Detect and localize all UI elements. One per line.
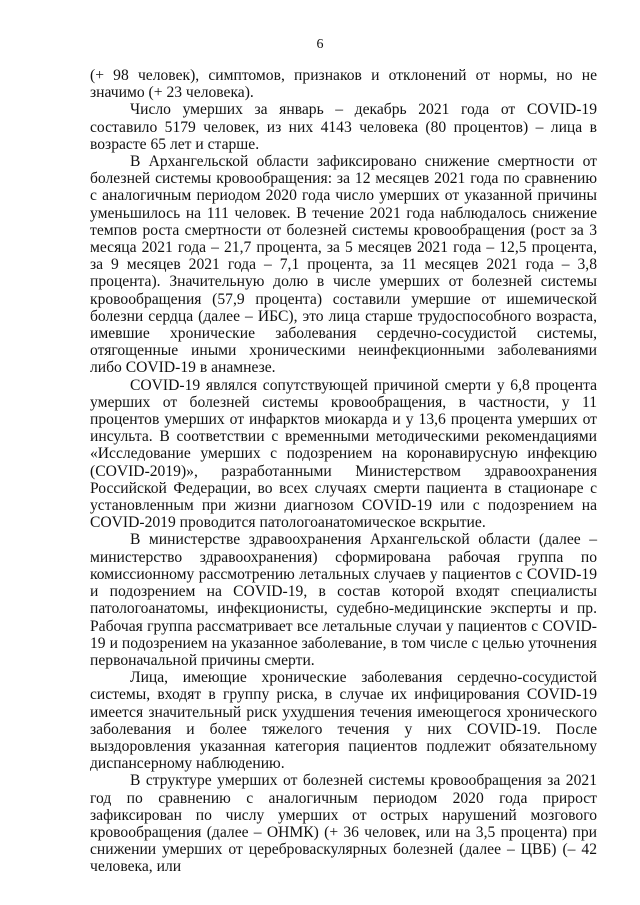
document-body bbox=[90, 67, 597, 876]
page-number: 6 bbox=[316, 37, 324, 52]
paragraph-circulatory-mortality: В Архангельской области зафиксировано снижение смертности от болезней системы кровообращения: за 12 месяцев 2021 года по сравнению с аналогичным периодом 2020 года число умерших от указанной причины уменьшилось на 111 человек. В течение 2021 года наблюдалось снижение темпов роста смертности от болезней системы кровообращения (рост за 3 месяца 2021 года – 21,7 процента, за 5 месяцев 2021 года – 12,5 процента, за 9 месяцев 2021 года – 7,1 процента, за 11 месяцев 2021 года – 3,8 процента). Значительную долю в числе умерших от болезней системы кровообращения (57,9 процента) составили умершие от ишемической болезни сердца (далее – ИБС), это лица старше трудоспособного возраста, имевшие хронические заболевания сердечно-сосудистой системы, отягощенные иными хроническими неинфекционными заболеваниями либо COVID-19 в анамнезе. bbox=[90, 153, 597, 377]
paragraph-working-group: В министерстве здравоохранения Архангельской области (далее – министерство здравоохранения) сформирована рабочая группа по комиссионному рассмотрению летальных случаев у пациентов с COVID-19 и подозрением на COVID-19, в состав которой входят специалисты патологоанатомы, инфекционисты, судебно-медицинские эксперты и пр. Рабочая группа рассматривает все летальные случаи у пациентов с COVID-19 и подозрением на указанное заболевание, в том числе с целью уточнения первоначальной причины смерти. bbox=[90, 531, 597, 669]
paragraph-structure-of-deaths: В структуре умерших от болезней системы кровообращения за 2021 год по сравнению с аналогичным периодом 2020 года прирост зафиксирован по числу умерших от острых нарушений мозгового кровообращения (далее – ОНМК) (+ 36 человек, или на 3,5 процента) при снижении умерших от цереброваскулярных болезней (далее – ЦВБ) (– 42 человека, или bbox=[90, 772, 597, 876]
paragraph-covid-comorbidity: COVID-19 являлся сопутствующей причиной смерти у 6,8 процента умерших от болезней системы кровообращения, в частности, у 11 процентов умерших от инфарктов миокарда и у 13,6 процента умерших от инсульта. В соответствии с временными методическими рекомендациями «Исследование умерших с подозрением на коронавирусную инфекцию (COVID-2019)», разработанными Министерством здравоохранения Российской Федерации, во всех случаях смерти пациента в стационаре с установленным при жизни диагнозом COVID-19 или с подозрением на COVID-2019 проводится патологоанатомическое вскрытие. bbox=[90, 376, 597, 532]
paragraph-risk-group: Лица, имеющие хронические заболевания сердечно-сосудистой системы, входят в группу риска, в случае их инфицирования COVID-19 имеется значительный риск ухудшения течения имеющегося хронического заболевания и более тяжелого течения у них COVID-19. После выздоровления указанная категория пациентов подлежит обязательному диспансерному наблюдению. bbox=[90, 669, 597, 773]
paragraph-continuation: (+ 98 человек), симптомов, признаков и отклонений от нормы, но не значимо (+ 23 человека). bbox=[90, 67, 597, 102]
paragraph-covid-deaths: Число умерших за январь – декабрь 2021 года от COVID-19 составило 5179 человек, из них 4143 человека (80 процентов) – лица в возрасте 65 лет и старше. bbox=[90, 101, 597, 153]
